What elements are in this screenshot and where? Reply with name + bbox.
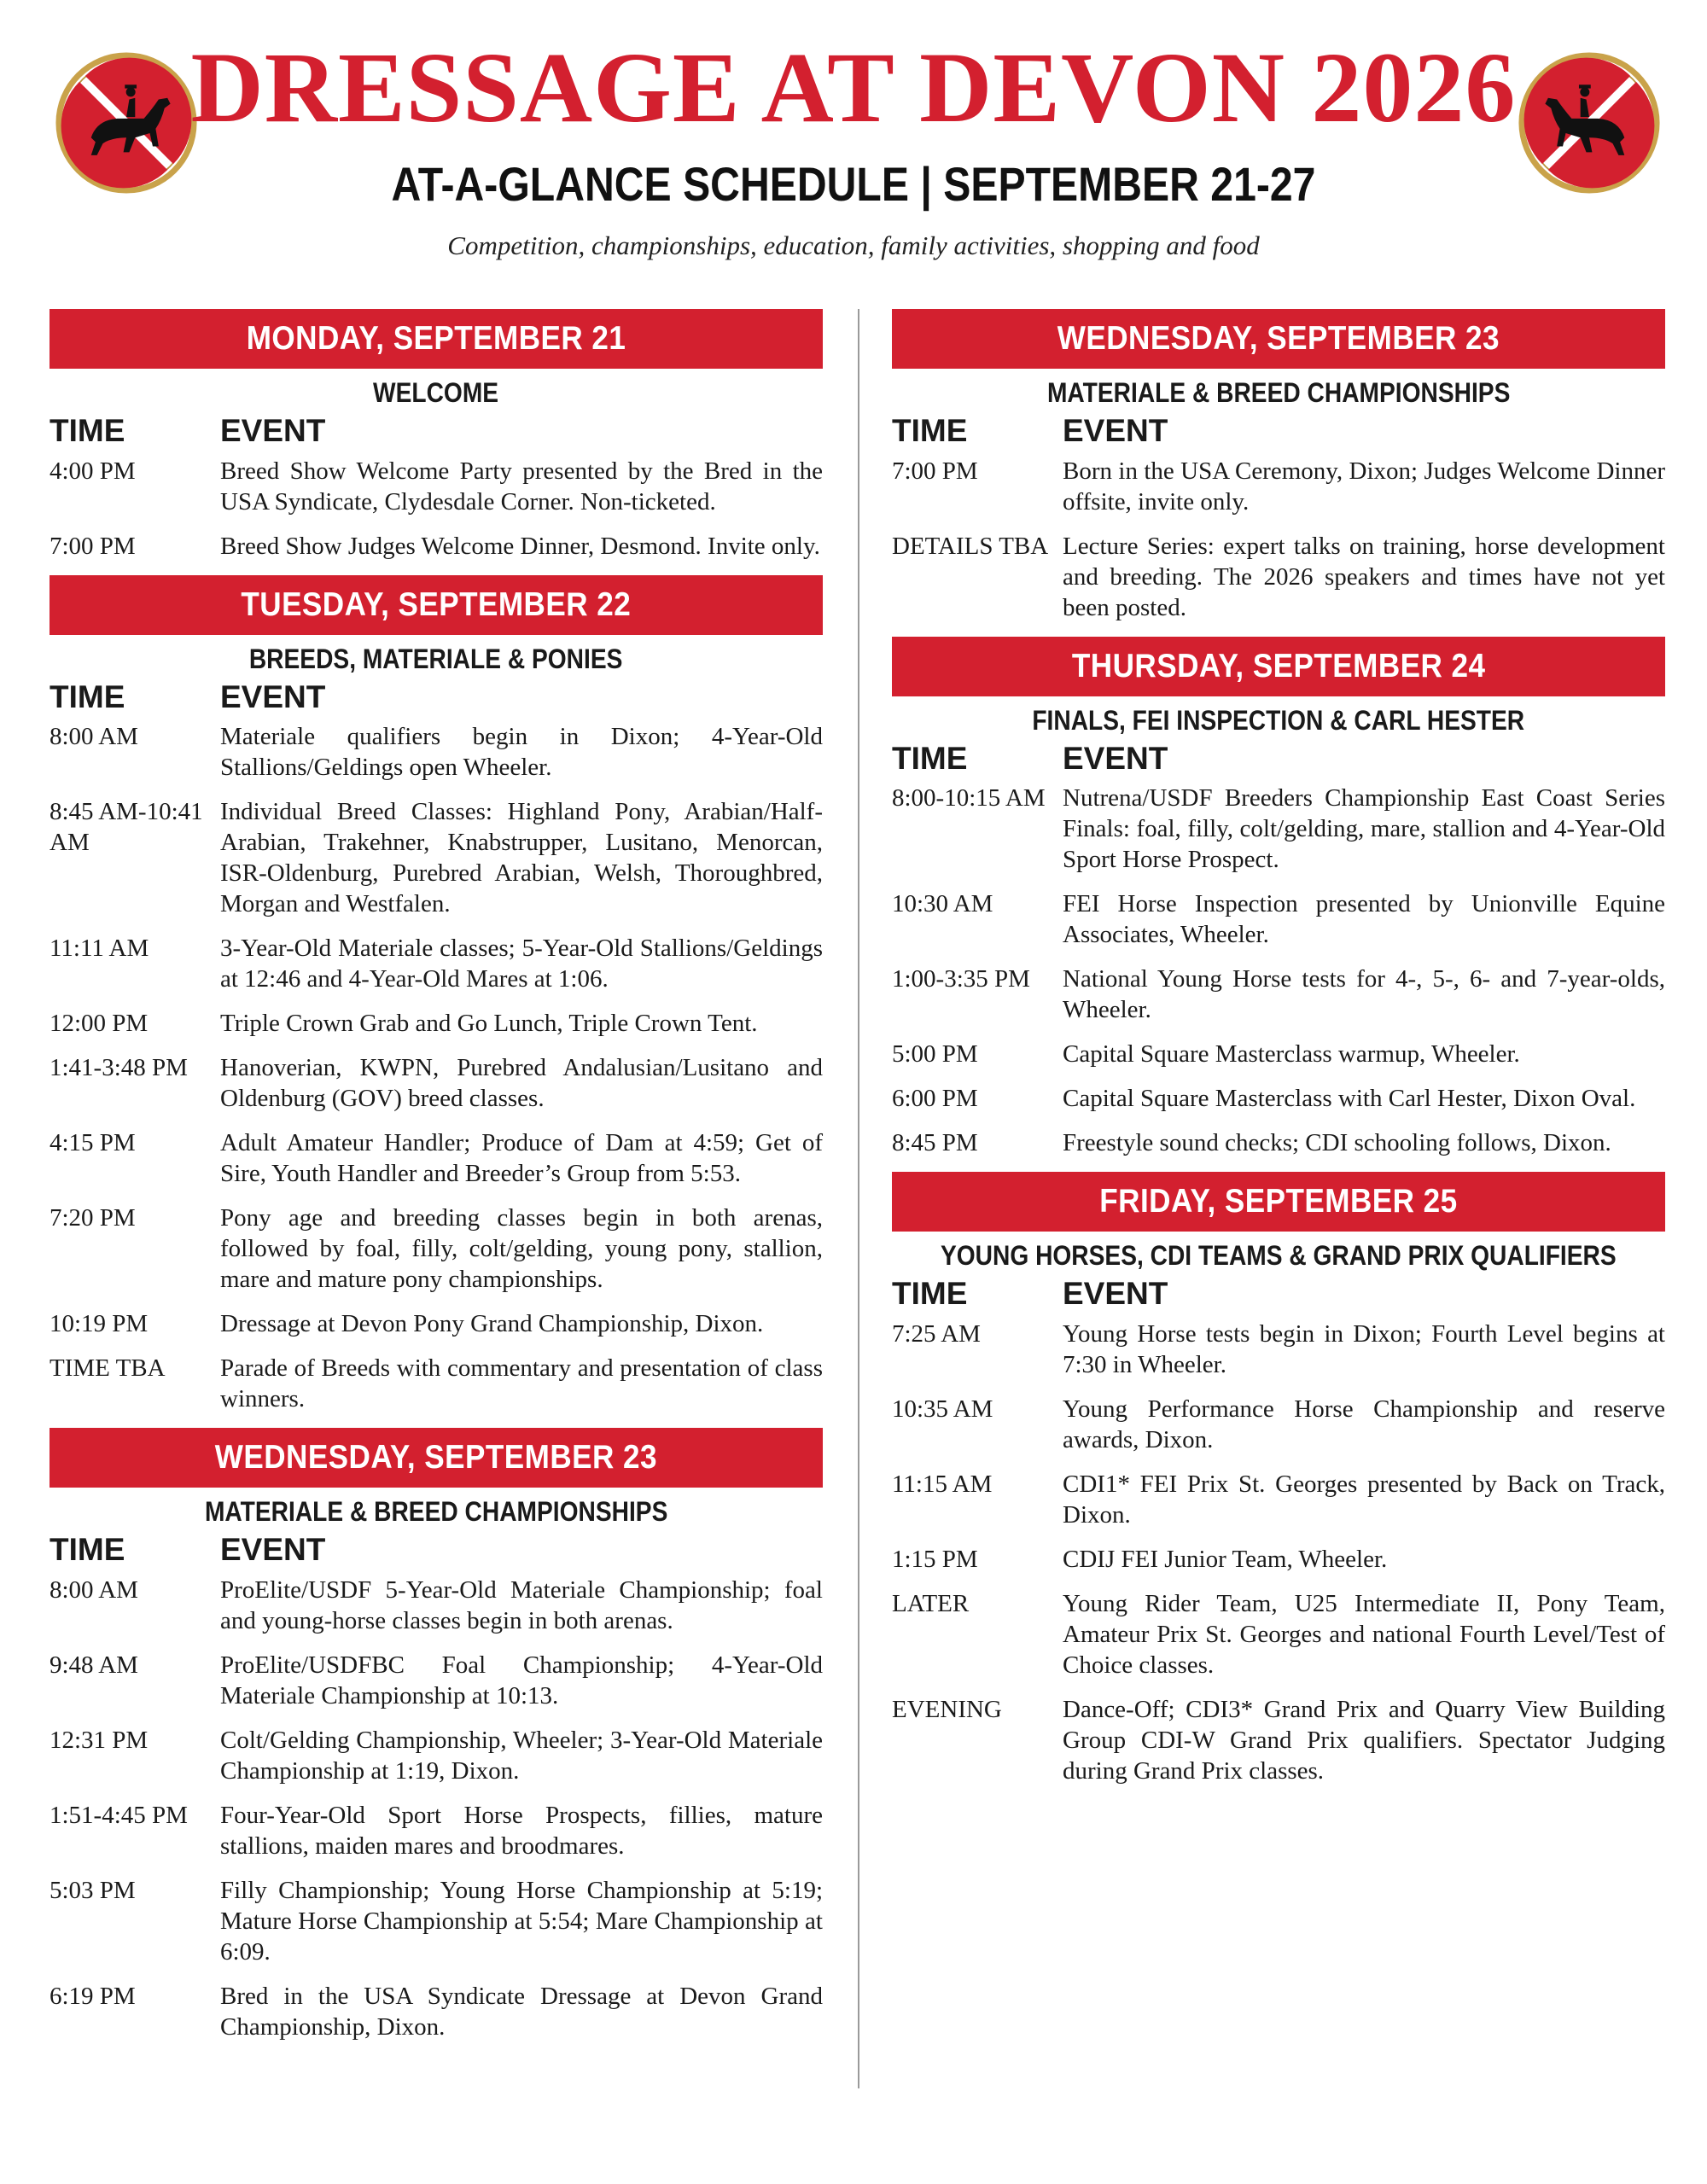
schedule-row [892, 783, 1665, 875]
event-time: EVENING [892, 1696, 1002, 1724]
schedule-row [50, 796, 823, 919]
page-title: DRESSAGE AT DEVON 2026 [190, 32, 1517, 143]
event-time: 5:00 PM [892, 1040, 978, 1069]
event-time: 8:00 AM [50, 723, 138, 751]
schedule-row [892, 1588, 1665, 1680]
schedule-row [892, 531, 1665, 623]
day-label: WEDNESDAY, SEPTEMBER 23 [1057, 320, 1500, 357]
day-section [50, 575, 823, 1415]
page-tagline: Competition, championships, education, family activities, shopping and food [447, 230, 1260, 260]
event-time: 10:35 AM [892, 1395, 993, 1424]
schedule-column-headers [892, 742, 1665, 777]
day-label: FRIDAY, SEPTEMBER 25 [1099, 1183, 1458, 1220]
day-section [892, 637, 1665, 1159]
schedule-row [892, 1127, 1665, 1158]
day-theme-label: FINALS, FEI INSPECTION & CARL HESTER [1032, 704, 1525, 736]
day-theme [50, 1496, 823, 1528]
schedule-row [50, 1800, 823, 1861]
day-theme [50, 644, 823, 675]
event-description: ProElite/USDFBC Foal Championship; 4-Year-Old Materiale Championship at 10:13. [220, 1651, 823, 1710]
day-theme [892, 377, 1665, 409]
event-description: Adult Amateur Handler; Produce of Dam at 4:59; Get of Sire, Youth Handler and Breeder’s Group from 5:53. [220, 1129, 823, 1188]
schedule-column-headers [50, 414, 823, 449]
event-time: 5:03 PM [50, 1877, 136, 1905]
schedule-row [50, 1981, 823, 2042]
schedule-row [892, 456, 1665, 517]
time-column-header: TIME [892, 740, 968, 776]
schedule-row [892, 1319, 1665, 1380]
event-time: 8:00 AM [50, 1576, 138, 1605]
day-theme [892, 705, 1665, 737]
event-description: National Young Horse tests for 4-, 5-, 6- and 7-year-olds, Wheeler. [1063, 965, 1665, 1024]
event-description: Hanoverian, KWPN, Purebred Andalusian/Lusitano and Oldenburg (GOV) breed classes. [220, 1054, 823, 1113]
schedule-row [50, 1008, 823, 1039]
schedule-row [50, 933, 823, 994]
schedule-column-headers [892, 1277, 1665, 1312]
event-description: Dance-Off; CDI3* Grand Prix and Quarry View Building Group CDI-W Grand Prix qualifiers. Spectator Judging during Grand Prix classes. [1063, 1696, 1665, 1785]
day-header [50, 1428, 823, 1488]
schedule-row [892, 1694, 1665, 1786]
schedule-row [50, 1875, 823, 1967]
schedule-row [892, 1394, 1665, 1455]
schedule-row [50, 1725, 823, 1786]
event-description: CDIJ FEI Junior Team, Wheeler. [1063, 1546, 1388, 1574]
event-time: DETAILS TBA [892, 532, 1049, 560]
event-time: 9:48 AM [50, 1651, 138, 1680]
event-description: Capital Square Masterclass warmup, Wheeler. [1063, 1040, 1520, 1069]
event-time: 4:15 PM [50, 1129, 136, 1157]
day-section [50, 309, 823, 562]
event-column-header: EVENT [1063, 413, 1168, 448]
event-column-header: EVENT [1063, 740, 1168, 776]
event-column-header: EVENT [220, 678, 326, 714]
schedule-column-headers [50, 680, 823, 715]
event-description: Freestyle sound checks; CDI schooling follows, Dixon. [1063, 1129, 1611, 1157]
time-column-header: TIME [892, 413, 968, 448]
schedule-row [892, 1544, 1665, 1575]
event-time: 7:00 PM [50, 532, 136, 560]
event-time: 1:41-3:48 PM [50, 1054, 188, 1082]
event-time: 10:19 PM [50, 1310, 149, 1338]
event-time: 12:00 PM [50, 1010, 149, 1038]
event-column-header: EVENT [220, 1532, 326, 1568]
day-theme [50, 377, 823, 409]
event-time: 6:19 PM [50, 1983, 136, 2011]
left-column [50, 309, 823, 2056]
event-time: 8:45 PM [892, 1129, 978, 1157]
day-section [892, 309, 1665, 623]
day-section [892, 1172, 1665, 1786]
day-header [892, 637, 1665, 696]
event-description: Born in the USA Ceremony, Dixon; Judges Welcome Dinner offsite, invite only. [1063, 457, 1665, 515]
event-description: Individual Breed Classes: Highland Pony, Arabian/Half-Arabian, Trakehner, Knabstrupper, Lusitano, Menorcan, ISR-Oldenburg, Purebred Arabian, Welsh, Thoroughbred, Morgan and Westfalen. [220, 798, 823, 918]
page-subtitle: AT-A-GLANCE SCHEDULE | SEPTEMBER 21-27 [391, 157, 1316, 211]
day-header [50, 309, 823, 369]
event-description: CDI1* FEI Prix St. Georges presented by Back on Track, Dixon. [1063, 1471, 1665, 1529]
event-time: 6:00 PM [892, 1085, 978, 1113]
event-description: Young Rider Team, U25 Intermediate II, Pony Team, Amateur Prix St. Georges and national Fourth Level/Test of Choice classes. [1063, 1590, 1665, 1680]
event-description: Four-Year-Old Sport Horse Prospects, fillies, mature stallions, maiden mares and broodmares. [220, 1802, 823, 1861]
schedule-row [892, 888, 1665, 950]
schedule-row [50, 531, 823, 562]
event-time: 11:11 AM [50, 935, 149, 963]
event-time: 12:31 PM [50, 1727, 149, 1755]
event-description: Colt/Gelding Championship, Wheeler; 3-Year-Old Materiale Championship at 1:19, Dixon. [220, 1727, 823, 1785]
schedule-row [892, 964, 1665, 1025]
event-time: 7:00 PM [892, 457, 978, 485]
day-label: MONDAY, SEPTEMBER 21 [246, 320, 626, 357]
event-description: Nutrena/USDF Breeders Championship East Coast Series Finals: foal, filly, colt/gelding, mare, stallion and 4-Year-Old Sport Horse Prospect. [1063, 784, 1665, 874]
event-description: Parade of Breeds with commentary and presentation of class winners. [220, 1354, 823, 1413]
day-label: THURSDAY, SEPTEMBER 24 [1071, 647, 1486, 684]
schedule-row [892, 1469, 1665, 1530]
event-description: Bred in the USA Syndicate Dressage at Devon Grand Championship, Dixon. [220, 1983, 823, 2041]
day-theme-label: BREEDS, MATERIALE & PONIES [249, 643, 623, 674]
day-header [50, 575, 823, 635]
event-description: Filly Championship; Young Horse Championship at 5:19; Mature Horse Championship at 5:54; Mare Championship at 6:09. [220, 1877, 823, 1966]
event-description: Capital Square Masterclass with Carl Hester, Dixon Oval. [1063, 1085, 1636, 1113]
schedule-row [892, 1039, 1665, 1069]
column-divider [858, 309, 859, 2088]
day-theme-label: YOUNG HORSES, CDI TEAMS & GRAND PRIX QUALIFIERS [941, 1240, 1617, 1272]
time-column-header: TIME [892, 1276, 968, 1312]
schedule-row [50, 1575, 823, 1636]
event-time: 8:45 AM-10:41 AM [50, 798, 203, 857]
event-description: 3-Year-Old Materiale classes; 5-Year-Old Stallions/Geldings at 12:46 and 4-Year-Old Mares at 1:06. [220, 935, 823, 993]
event-time: 8:00-10:15 AM [892, 784, 1046, 812]
event-description: Young Horse tests begin in Dixon; Fourth Level begins at 7:30 in Wheeler. [1063, 1320, 1665, 1379]
event-description: Pony age and breeding classes begin in both arenas, followed by foal, filly, colt/gelding, young pony, stallion, mare and mature pony championships. [220, 1204, 823, 1294]
right-column [892, 309, 1665, 1800]
schedule-row [50, 1353, 823, 1414]
day-label: TUESDAY, SEPTEMBER 22 [241, 585, 632, 623]
event-time: 7:25 AM [892, 1320, 981, 1348]
event-description: FEI Horse Inspection presented by Unionville Equine Associates, Wheeler. [1063, 890, 1665, 949]
day-label: WEDNESDAY, SEPTEMBER 23 [214, 1439, 658, 1476]
event-description: Young Performance Horse Championship and reserve awards, Dixon. [1063, 1395, 1665, 1454]
event-time: 11:15 AM [892, 1471, 993, 1499]
schedule-row [50, 721, 823, 783]
day-theme-label: MATERIALE & BREED CHAMPIONSHIPS [204, 1496, 668, 1528]
event-description: Dressage at Devon Pony Grand Championship, Dixon. [220, 1310, 764, 1338]
event-time: 1:51-4:45 PM [50, 1802, 188, 1830]
event-column-header: EVENT [220, 413, 326, 448]
page-header [0, 0, 1707, 290]
event-time: LATER [892, 1590, 970, 1618]
day-theme [892, 1240, 1665, 1272]
event-time: 4:00 PM [50, 457, 136, 485]
event-description: Materiale qualifiers begin in Dixon; 4-Year-Old Stallions/Geldings open Wheeler. [220, 723, 823, 782]
event-column-header: EVENT [1063, 1276, 1168, 1312]
event-time: 7:20 PM [50, 1204, 136, 1232]
event-description: ProElite/USDF 5-Year-Old Materiale Championship; foal and young-horse classes begin in both arenas. [220, 1576, 823, 1635]
event-description: Breed Show Judges Welcome Dinner, Desmond. Invite only. [220, 532, 820, 560]
schedule-row [892, 1083, 1665, 1114]
day-theme-label: WELCOME [373, 377, 499, 408]
schedule-row [50, 1127, 823, 1189]
event-description: Lecture Series: expert talks on training, horse development and breeding. The 2026 speakers and times have not yet been posted. [1063, 532, 1665, 621]
schedule-row [50, 1308, 823, 1339]
day-theme-label: MATERIALE & BREED CHAMPIONSHIPS [1046, 377, 1511, 408]
time-column-header: TIME [50, 1532, 125, 1568]
event-time: 1:15 PM [892, 1546, 978, 1574]
day-header [892, 1172, 1665, 1232]
day-header [892, 309, 1665, 369]
event-time: TIME TBA [50, 1354, 166, 1383]
schedule-row [50, 1052, 823, 1114]
event-description: Breed Show Welcome Party presented by the Bred in the USA Syndicate, Clydesdale Corner. Non-ticketed. [220, 457, 823, 515]
event-time: 1:00-3:35 PM [892, 965, 1030, 993]
time-column-header: TIME [50, 678, 125, 714]
schedule-row [50, 1203, 823, 1295]
schedule-column-headers [50, 1533, 823, 1568]
day-section [50, 1428, 823, 2042]
schedule-column-headers [892, 414, 1665, 449]
time-column-header: TIME [50, 413, 125, 448]
event-time: 10:30 AM [892, 890, 993, 918]
schedule-row [50, 1650, 823, 1711]
event-description: Triple Crown Grab and Go Lunch, Triple Crown Tent. [220, 1010, 758, 1038]
schedule-row [50, 456, 823, 517]
